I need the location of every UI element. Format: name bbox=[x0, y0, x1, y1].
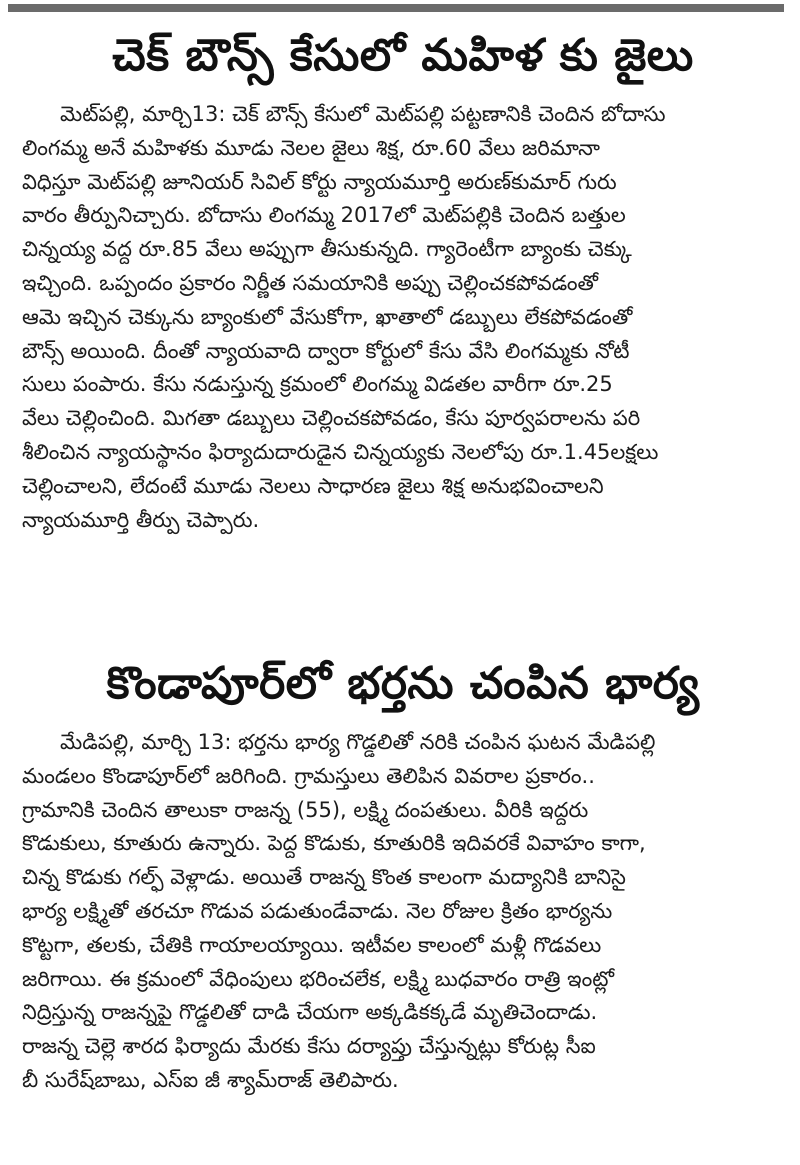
article-headline: చెక్ బౌన్స్ కేసులో మహిళ కు జైలు bbox=[112, 30, 694, 81]
article-line: చిన్న కొడుకు గల్ఫ్ వెళ్లాడు. అయితే రాజన్న కొంత కాలంగా మద్యానికి బానిసై bbox=[22, 865, 626, 890]
article-line: చెల్లించాలని, లేదంటే మూడు నెలలు సాధారణ జైలు శిక్ష అనుభవించాలని bbox=[22, 473, 604, 498]
article-line: లింగమ్మ అనే మహిళకు మూడు నెలల జైలు శిక్ష, రూ.60 వేలు జరిమానా bbox=[22, 135, 600, 160]
article-line: సులు పంపారు. కేసు నడుస్తున్న క్రమంలో లింగమ్మ విడతల వారీగా రూ.25 bbox=[22, 372, 613, 397]
article-body bbox=[22, 726, 784, 1098]
article-line: కొడుకులు, కూతురు ఉన్నారు. పెద్ద కొడుకు, కూతురికి ఇదివరకే వివాహం కాగా, bbox=[22, 831, 646, 856]
article-line: విధిస్తూ మెట్‌పల్లి జూనియర్ సివిల్ కోర్టు న్యాయమూర్తి అరుణ్‌కుమార్ గురు bbox=[22, 169, 617, 194]
article-line: ఆమె ఇచ్చిన చెక్కును బ్యాంకులో వేసుకోగా, ఖాతాలో డబ్బులు లేకపోవడంతో bbox=[22, 304, 633, 329]
article-line: న్యాయమూర్తి తీర్పు చెప్పారు. bbox=[22, 507, 260, 532]
article-line: చిన్నయ్య వద్ద రూ.85 వేలు అప్పుగా తీసుకున్నది. గ్యారెంటీగా బ్యాంకు చెక్కు bbox=[22, 237, 632, 262]
top-divider-bar bbox=[8, 4, 784, 12]
article-line: జరిగాయి. ఈ క్రమంలో వేధింపులు భరించలేక, లక్ష్మి బుధవారం రాత్రి ఇంట్లో bbox=[22, 966, 615, 991]
article-line: బీ సురేష్‌బాబు, ఎస్ఐ జీ శ్యామ్‌రాజ్ తెలిపారు. bbox=[22, 1067, 399, 1092]
article-line: మెట్‌పల్లి, మార్చి13: చెక్ బౌన్స్ కేసులో మెట్‌పల్లి పట్టణానికి చెందిన బోదాసు bbox=[60, 102, 666, 126]
article-body bbox=[22, 98, 784, 537]
article-line: ఇచ్చింది. ఒప్పందం ప్రకారం నిర్ణీత సమయానికి అప్పు చెల్లించకపోవడంతో bbox=[22, 270, 598, 295]
article-line: కొట్టగా, తలకు, చేతికి గాయాలయ్యాయి. ఇటీవల కాలంలో మళ్లీ గొడవలు bbox=[22, 932, 602, 957]
article-line: గ్రామానికి చెందిన తాలుకా రాజన్న (55), లక్ష్మి దంపతులు. వీరికి ఇద్దరు bbox=[22, 797, 589, 822]
article-check-bounce bbox=[22, 20, 784, 537]
article-line: మేడిపల్లి, మార్చి 13: భర్తను భార్య గొడ్డలితో నరికి చంపిన ఘటన మేడిపల్లి bbox=[60, 730, 656, 754]
article-line: భార్య లక్ష్మితో తరచూ గొడువ పడుతుండేవాడు. నెల రోజుల క్రితం భార్యను bbox=[22, 898, 613, 923]
article-line: వారం తీర్పునిచ్చారు. బోదాసు లింగమ్మ 2017లో మెట్‌పల్లికి చెందిన బత్తుల bbox=[22, 203, 626, 228]
article-line: శీలించిన న్యాయస్థానం ఫిర్యాదుదారుడైన చిన్నయ్యకు నెలలోపు రూ.1.45లక్షలు bbox=[22, 439, 659, 464]
article-line: వేలు చెల్లించింది. మిగతా డబ్బులు చెల్లించకపోవడం, కేసు పూర్వపరాలను పరి bbox=[22, 406, 641, 431]
article-line: నిద్రిస్తున్న రాజన్నపై గొడ్డలితో దాడి చేయగా అక్కడికక్కడే మృతిచెందాడు. bbox=[22, 1000, 598, 1025]
article-kondapur bbox=[22, 648, 784, 1098]
article-line: బౌన్స్ అయింది. దీంతో న్యాయవాది ద్వారా కోర్టులో కేసు వేసి లింగమ్మకు నోటీ bbox=[22, 338, 630, 363]
article-line: మండలం కొండాపూర్‌లో జరిగింది. గ్రామస్తులు తెలిపిన వివరాల ప్రకారం.. bbox=[22, 763, 595, 788]
article-headline: కొండాపూర్‌లో భర్తను చంపిన భార్య bbox=[106, 658, 700, 709]
article-line: రాజన్న చెల్లె శారద ఫిర్యాదు మేరకు కేసు దర్యాప్తు చేస్తున్నట్లు కోరుట్ల సీఐ bbox=[22, 1034, 596, 1059]
